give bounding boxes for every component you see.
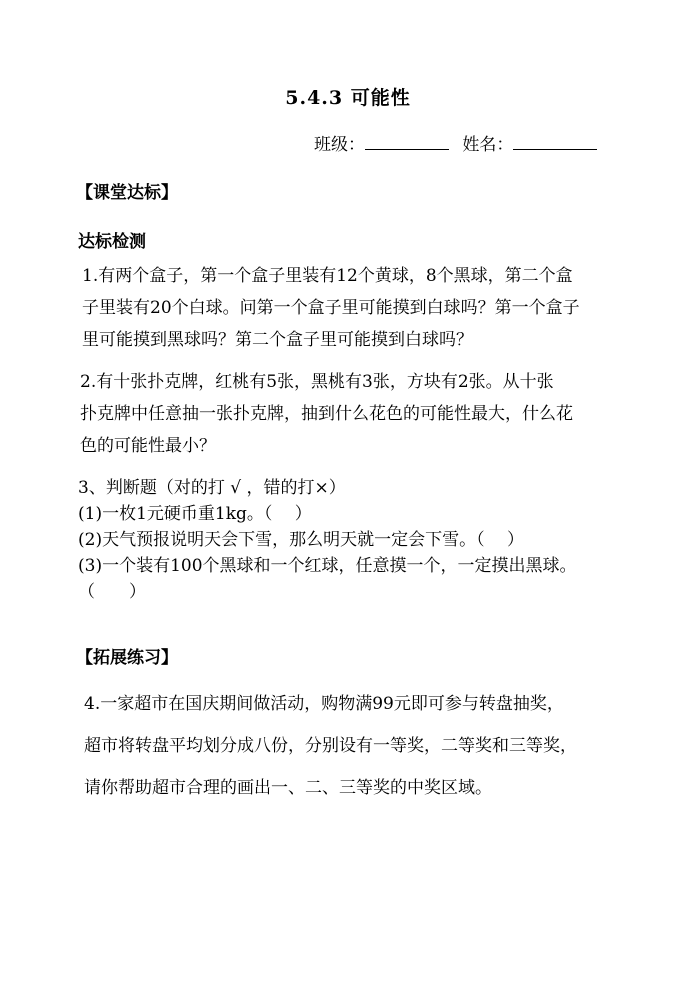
question-2-line: 2.有十张扑克牌，红桃有5张，黑桃有3张，方块有2张。从十张: [80, 372, 554, 392]
question-1-line: 1.有两个盒子，第一个盒子里装有12个黄球，8个黑球，第二个盒: [82, 266, 573, 286]
question-3-intro: 3、判断题（对的打 √ ，错的打×）: [78, 478, 346, 498]
question-2-line: 扑克牌中任意抽一张扑克牌，抽到什么花色的可能性最大，什么花: [80, 404, 573, 424]
question-4-line: 超市将转盘平均划分成八份，分别设有一等奖，二等奖和三等奖，: [84, 736, 577, 756]
question-1-line: 里可能摸到黑球吗？第二个盒子里可能摸到白球吗？: [82, 330, 473, 350]
name-blank[interactable]: [513, 133, 597, 150]
subheading-goal-check: 达标检测: [78, 232, 146, 252]
name-label: 姓名：: [462, 135, 514, 155]
question-4-line: 请你帮助超市合理的画出一、二、三等奖的中奖区域。: [84, 778, 492, 798]
question-3-item: (2)天气预报说明天会下雪，那么明天就一定会下雪。（ ）: [78, 530, 524, 550]
question-3-item: （ ）: [78, 582, 146, 602]
question-3-item: (1)一枚1元硬币重1kg。（ ）: [78, 504, 312, 524]
section-heading-extension: 【拓展练习】: [76, 648, 178, 668]
question-4: [84, 683, 577, 809]
section-heading-class-goals: 【课堂达标】: [76, 183, 178, 203]
question-3-item: (3)一个装有100个黑球和一个红球，任意摸一个，一定摸出黑球。: [78, 556, 577, 576]
class-blank[interactable]: [365, 133, 449, 150]
question-2-line: 色的可能性最小？: [80, 436, 216, 456]
class-label: 班级：: [314, 135, 365, 155]
question-3: [78, 475, 577, 605]
question-1: [82, 260, 622, 356]
question-2: [80, 366, 620, 462]
question-4-line: 4.一家超市在国庆期间做活动，购物满99元即可参与转盘抽奖，: [84, 694, 564, 714]
student-info-line: [314, 130, 597, 155]
question-1-line: 子里装有20个白球。问第一个盒子里可能摸到白球吗？第一个盒子: [82, 298, 580, 318]
page-title: 5.4.3 可能性: [285, 87, 411, 109]
